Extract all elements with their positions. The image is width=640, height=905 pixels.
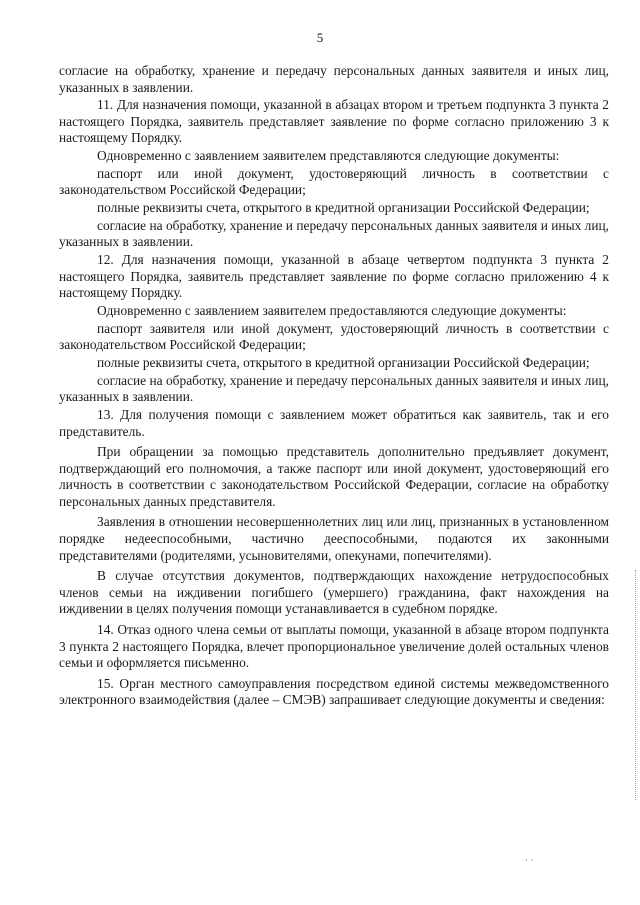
list-item: паспорт или иной документ, удостоверяющий личность в соответствии с законодательством Российской Федерации; bbox=[59, 165, 609, 198]
paragraph-clause-13: 13. Для получения помощи с заявлением может обратиться как заявитель, так и его представитель. bbox=[59, 406, 609, 439]
scan-specks: · · bbox=[525, 855, 534, 865]
list-item: согласие на обработку, хранение и передачу персональных данных заявителя и иных лиц, указанных в заявлении. bbox=[59, 217, 609, 250]
paragraph: Одновременно с заявлением заявителем представляются следующие документы: bbox=[97, 148, 560, 164]
scan-edge-marks bbox=[632, 570, 636, 800]
list-item: согласие на обработку, хранение и передачу персональных данных заявителя и иных лиц, указанных в заявлении. bbox=[59, 372, 609, 405]
document-body bbox=[59, 63, 609, 710]
paragraph: В случае отсутствия документов, подтверждающих нахождение нетрудоспособных членов семьи на иждивении погибшего (умершего) гражданина, факт нахождения на иждивении в целях получения помощи устанавливается в судебном порядке. bbox=[59, 568, 609, 617]
page-number: 5 bbox=[316, 30, 324, 45]
paragraph: При обращении за помощью представитель дополнительно предъявляет документ, подтверждающий его полномочия, а также паспорт или иной документ, удостоверяющий его личность в соответствии с законодательством Российской Федерации, согласие на обработку персональных данных представителя. bbox=[59, 444, 609, 509]
paragraph-clause-12: 12. Для назначения помощи, указанной в абзаце четвертом подпункта 3 пункта 2 настоящего Порядка, заявитель представляет заявление по форме согласно приложению 4 к настоящему Порядку. bbox=[59, 252, 609, 301]
list-item: паспорт заявителя или иной документ, удостоверяющий личность в соответствии с законодательством Российской Федерации; bbox=[59, 320, 609, 353]
paragraph: согласие на обработку, хранение и передачу персональных данных заявителя и иных лиц, указанных в заявлении. bbox=[59, 63, 609, 95]
paragraph-clause-14: 14. Отказ одного члена семьи от выплаты помощи, указанной в абзаце втором подпункта 3 пункта 2 настоящего Порядка, влечет пропорциональное увеличение долей остальных членов семьи и оформляется письменно. bbox=[59, 622, 609, 671]
paragraph-clause-11: 11. Для назначения помощи, указанной в абзацах втором и третьем подпункта 3 пункта 2 настоящего Порядка, заявитель представляет заявление по форме согласно приложению 3 к настоящему Порядку. bbox=[59, 97, 609, 146]
paragraph: Заявления в отношении несовершеннолетних лиц или лиц, признанных в установленном порядке недееспособными, частично дееспособными, подаются их законными представителями (родителями, усыновителями, опекунами, попечителями). bbox=[59, 514, 609, 563]
list-item: полные реквизиты счета, открытого в кредитной организации Российской Федерации; bbox=[97, 200, 590, 216]
paragraph: Одновременно с заявлением заявителем предоставляются следующие документы: bbox=[97, 302, 567, 318]
list-item: полные реквизиты счета, открытого в кредитной организации Российской Федерации; bbox=[97, 354, 590, 370]
paragraph-clause-15: 15. Орган местного самоуправления посредством единой системы межведомственного электронного взаимодействия (далее – СМЭВ) запрашивает следующие документы и сведения: bbox=[59, 675, 609, 708]
